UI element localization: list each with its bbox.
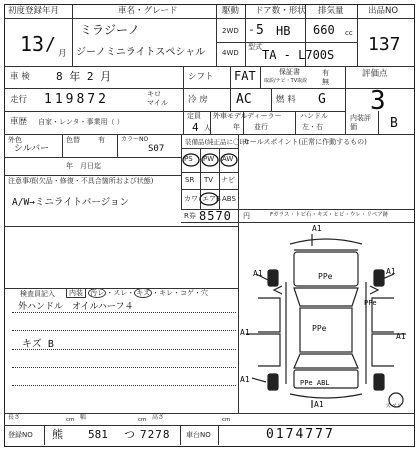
shift-label: シフト — [188, 72, 214, 82]
inspector-line-1: 外ハンドル オイルハーフ４ — [18, 302, 134, 312]
warranty-yes: 有 — [322, 69, 329, 77]
exterior-value: シルバー — [14, 144, 50, 154]
model-type-label: 型式 — [248, 43, 262, 51]
height-label: 高さ — [152, 414, 165, 421]
selling-points-label: セールスポイント(正常に作動するもの) — [243, 138, 367, 146]
change-label: 色替 — [66, 136, 80, 144]
mirror-right — [370, 286, 378, 294]
height-unit: cm — [222, 417, 231, 423]
exterior-label: 外色 — [8, 136, 22, 144]
tag-scratch: キズ — [136, 289, 151, 297]
score-value: 3 — [370, 86, 386, 116]
circle-pw — [202, 154, 218, 166]
inspection-value: 8 年 2 月 — [56, 70, 112, 83]
handle-value: 左・右 — [302, 123, 323, 131]
inspector-tags: 内装 汚レ ・スレ・ キズ ・キレ・コゲ・穴 — [66, 290, 208, 297]
history-options: 自家・レンタ・事業用（ ） — [38, 118, 124, 126]
import-label: 外車モデル — [213, 112, 248, 120]
circle-ps — [183, 154, 199, 166]
wheel-front-left — [268, 270, 278, 286]
score-label: 評価点 — [362, 69, 388, 79]
equipment-navi: ナビ — [221, 176, 235, 184]
tag-burn: コゲ — [180, 289, 195, 297]
first-reg-month-unit: 月 — [58, 49, 67, 59]
notes-value: A/W→ミニライトバージョン — [12, 197, 130, 208]
lot-label: 出品NO — [368, 6, 399, 16]
circle-aw — [221, 154, 237, 166]
first-reg-year: 13 — [20, 32, 45, 56]
history-label: 車歴 — [10, 117, 28, 127]
dealer-value: 並行 — [254, 123, 268, 131]
equipment-ps: PS — [184, 155, 193, 163]
reg-region: 熊 — [52, 428, 63, 441]
tag-hole: 穴 — [201, 289, 209, 297]
handle-label: ハンドル — [300, 112, 328, 120]
displacement-unit: cc — [345, 29, 353, 37]
r-label: R券 — [184, 212, 196, 220]
width-label: 幅 — [80, 414, 87, 421]
door-right-rear — [372, 334, 394, 366]
width-unit: cm — [138, 417, 147, 423]
capacity-label: 定員 — [187, 112, 201, 120]
inspector-label: 検査員記入 — [20, 290, 55, 298]
interior-value: B — [390, 116, 398, 131]
displacement-label: 排気量 — [318, 6, 344, 16]
model-type-value: TA - L700S — [262, 48, 335, 62]
door-left-front — [258, 298, 280, 332]
fuel-label: 燃 料 — [276, 95, 296, 105]
doors-value: 5 — [256, 23, 264, 38]
inspection-label: 車 検 — [10, 72, 30, 82]
reg-label: 登録NO — [8, 431, 33, 439]
front-bumper — [290, 239, 362, 244]
mark-rear-a1: A1 — [314, 400, 324, 409]
warranty-no: 無 — [322, 78, 329, 86]
length-label: 長さ — [8, 414, 21, 421]
grade: ジーノミニライトスペシャル — [76, 47, 206, 58]
rear-window — [294, 354, 358, 368]
drive-2wd: 2WD — [222, 27, 239, 35]
interior-label: 内装評価 — [350, 114, 371, 132]
import-value: 年 — [233, 123, 240, 131]
name-grade-label: 車名・グレード — [118, 6, 178, 16]
circle-airbag — [200, 193, 218, 205]
change-value: 有 — [98, 136, 105, 144]
shift-value: FAT — [234, 69, 256, 83]
tag-cut: キレ — [159, 289, 174, 297]
mark-left-top-a1: A1 — [253, 269, 263, 278]
mirror-left — [274, 286, 282, 294]
tag-scuff: スレ — [113, 289, 128, 297]
r-value: 8570 — [199, 209, 232, 223]
mark-roof-ppe: PPe — [312, 324, 327, 333]
tag-dirt: 汚レ — [90, 289, 105, 297]
equipment-tv: TV — [204, 176, 214, 184]
mark-right-ppe: PPe — [364, 299, 377, 307]
equipment-airbag: エアB — [202, 195, 221, 203]
reg-class: 581 — [88, 428, 108, 441]
mark-rear-ppe: PPe ABL — [300, 379, 330, 387]
doors-shape-label: ドア数・形状 — [255, 6, 306, 16]
equipment-circles — [181, 148, 238, 209]
equipment-pw: PW — [203, 155, 215, 163]
equipment-aw: AW — [222, 155, 234, 163]
door-left-rear — [258, 334, 280, 366]
mileage-label: 走行 — [10, 95, 28, 105]
dealer-label: ディーラー — [247, 112, 282, 120]
warranty-label: 保証書 — [279, 68, 300, 76]
first-reg-label: 初度登録年月 — [8, 6, 60, 16]
reg-number: 7278 — [140, 428, 171, 441]
warranty-sub: 取説/ナビ・TV取説 — [264, 78, 308, 84]
tag-interior: 内装 — [66, 288, 86, 298]
mileage-unit-mile: マイル — [147, 99, 168, 107]
notes-label: 注意事項(欠品・修復・不具合箇所および状態) — [8, 177, 154, 185]
pointer-left-low — [252, 378, 266, 382]
drive-4wd: 4WD — [222, 49, 239, 57]
inspector-line-2: キズ B — [22, 339, 54, 350]
drive-label: 駆動 — [222, 6, 240, 16]
mark-left-low-a1: A1 — [240, 375, 250, 384]
mileage-value: 119872 — [44, 92, 109, 107]
lot-number: 137 — [368, 34, 401, 55]
equipment-label: 装備品(純正品に〇印) — [185, 138, 249, 146]
mark-right-mid-a1: A1 — [396, 332, 406, 341]
ac-label: 冷 房 — [188, 95, 208, 105]
chassis-value: 0174777 — [266, 427, 335, 442]
mileage-unit-km: キロ — [147, 90, 161, 98]
capacity-unit: 人 — [204, 124, 211, 132]
equipment-sr: SR — [185, 176, 195, 184]
length-unit: cm — [66, 417, 75, 423]
mark-hood-ppe: PPe — [318, 272, 333, 281]
mark-front-a1: A1 — [312, 224, 322, 233]
wheel-rear-left — [268, 374, 278, 390]
equipment-abs: ABS — [222, 195, 236, 203]
reg-kana: つ — [124, 428, 135, 441]
chassis-label: 車台NO — [186, 431, 211, 439]
r-unit: 円 — [243, 212, 250, 220]
notes-yymmdd: 年 月日迄 — [66, 162, 101, 170]
windshield — [294, 288, 358, 306]
mark-right-top-a1: A1 — [386, 267, 396, 276]
first-reg-slash: / — [45, 34, 56, 55]
shape-value: HB — [276, 24, 291, 38]
wheel-rear-right — [374, 374, 384, 390]
color-no-value: S07 — [148, 144, 165, 154]
spare-label: スペア — [385, 403, 404, 410]
wheel-front-right — [374, 270, 384, 286]
car-name: ミラジーノ — [80, 23, 140, 37]
capacity-value: 4 — [192, 121, 199, 134]
ac-value: AC — [236, 92, 252, 107]
equipment-leather: カワ — [184, 195, 198, 203]
drive-mark: - — [248, 23, 255, 36]
fuel-value: G — [318, 92, 326, 107]
fglass-text: Fガラス・トビ石・キズ・ヒビ・ウレ・リペア跡 — [270, 212, 389, 218]
mark-left-mid-a1: A1 — [240, 328, 250, 337]
color-no-label: カラーNO — [121, 136, 149, 143]
displacement-value: 660 — [313, 23, 335, 37]
rear-bumper — [290, 394, 362, 398]
